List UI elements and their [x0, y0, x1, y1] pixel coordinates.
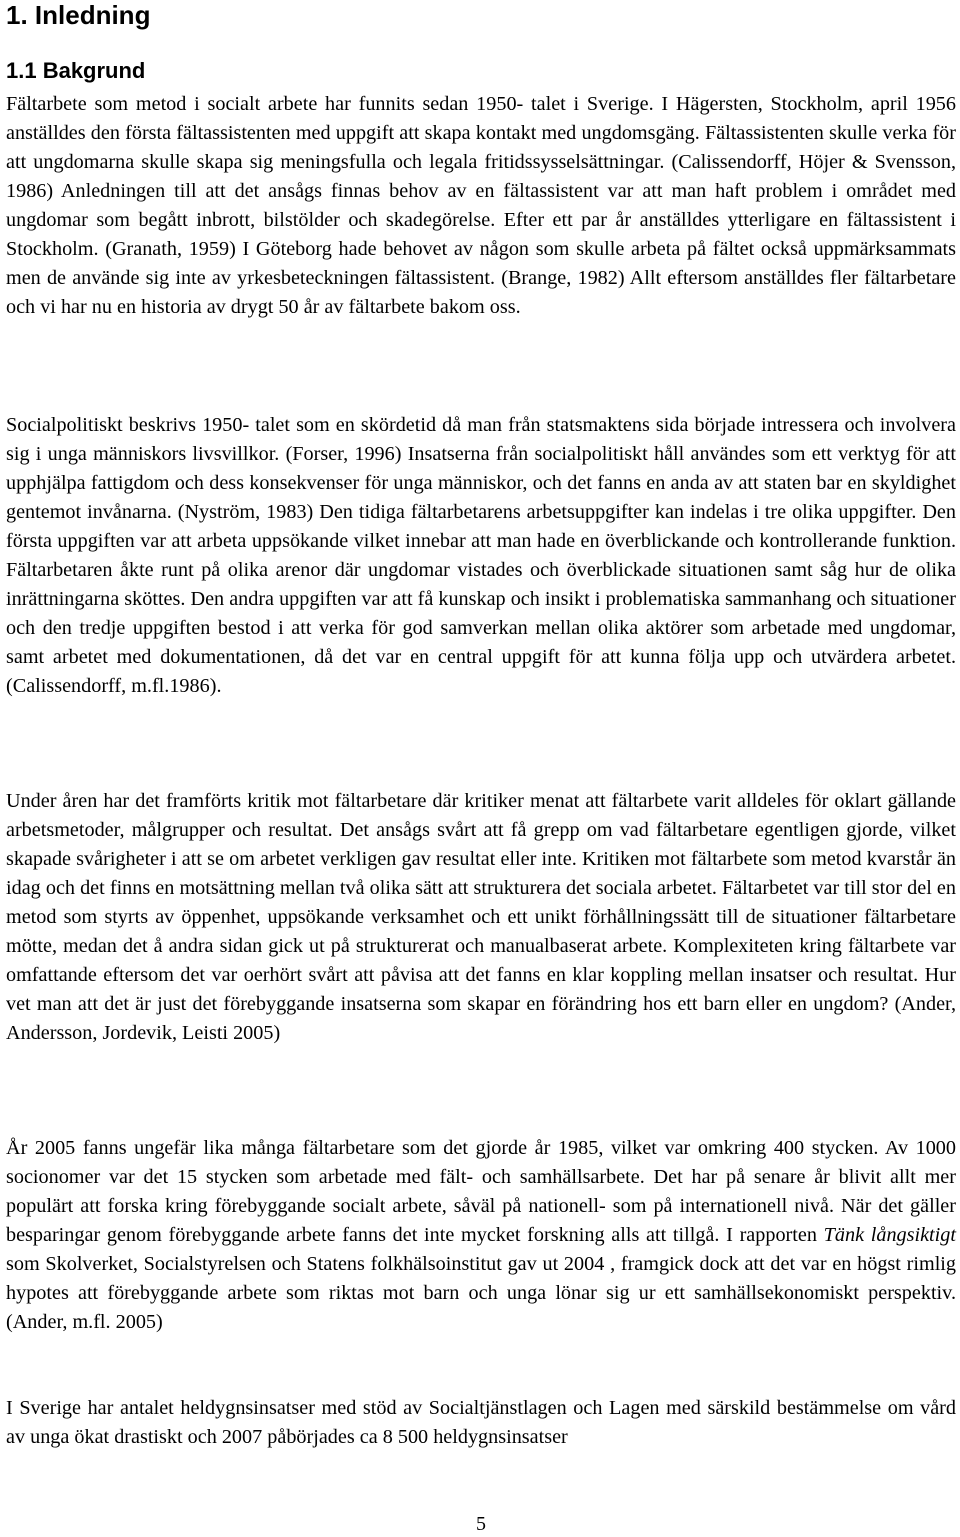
paragraph-research	[6, 1134, 956, 1337]
paragraph-criticism: Under åren har det framförts kritik mot fältarbetare där kritiker menat att fältarbete varit alldeles för oklart gällande arbetsmetoder, målgrupper och resultat. Det ansågs svårt att få grepp om vad fältarbetare egentligen gjorde, vilket skapade svårigheter i att se om arbetet verkligen gav resultat eller inte. Kritiken mot fältarbete som metod kvarstår än idag och det finns en motsättning mellan två olika sätt att strukturera det sociala arbetet. Fältarbetet var till stor del en metod som styrts av öppenhet, uppsökande verksamhet och ett unikt förhållningssätt till de situationer fältarbetare mötte, medan det å andra sidan gick ut på strukturerat och manualbaserat arbete. Komplexiteten kring fältarbete var omfattande eftersom det var oerhört svårt att påvisa att det fanns en klar koppling mellan insatser och resultat. Hur vet man att det är just det förebyggande insatserna som skapar en förändring hos ett barn eller en ungdom? (Ander, Andersson, Jordevik, Leisti 2005)	[6, 790, 956, 1044]
paragraph-history: Fältarbete som metod i socialt arbete har funnits sedan 1950- talet i Sverige. I Hägersten, Stockholm, april 1956 anställdes den första fältassistenten med uppgift att skapa kontakt med ungdomsgäng. Fältassistenten skulle verka för att ungdomarna skulle skapa sig meningsfulla och legala fritidssysselsättningar. (Calissendorff, Höjer & Svensson, 1986) Anledningen till att det ansågs finnas behov av en fältassistent var att man haft problem i området med ungdomar som begått inbrott, bilstölder och skadegörelse. Efter ett par år anställdes ytterligare en fältassistent i Stockholm. (Granath, 1959) I Göteborg hade behovet av någon som skulle arbeta på fältet också uppmärksammats men de använde sig inte av yrkesbeteckningen fältassistent. (Brange, 1982) Allt eftersom anställdes fler fältarbetare och vi har nu en historia av drygt 50 år av fältarbete bakom oss.	[6, 93, 956, 318]
paragraph-social-policy: Socialpolitiskt beskrivs 1950- talet som en skördetid då man från statsmaktens sida började intressera och involvera sig i unga människors livsvillkor. (Forser, 1996) Insatserna från socialpolitiskt håll användes som ett verktyg för att upphjälpa fattigdom och dess konsekvenser för unga människor, och det fanns en anda av att staten bar en skyldighet gentemot invånarna. (Nyström, 1983) Den tidiga fältarbetarens arbetsuppgifter kan indelas i tre olika uppgifter. Den första uppgiften var att arbeta uppsökande vilket innebar att man hade en överblickande och kontrollerande funktion. Fältarbetaren åkte runt på olika arenor där ungdomar vistades och överblickade situationen samt såg hur de olika inrättningarna sköttes. Den andra uppgiften var att få kunskap och insikt i problematiska sammanhang och situationer och den tredje uppgiften bestod i att verka för god samverkan mellan olika aktörer som arbetade med ungdomar, samt arbetet med dokumentationen, då det var en central uppgift för att kunna följa upp och utvärdera arbetet. (Calissendorff, m.fl.1986).	[6, 414, 956, 697]
page-number: 5	[476, 1513, 486, 1535]
paragraph-research-text-start: År 2005 fanns ungefär lika många fältarbetare som det gjorde år 1985, vilket var omkring 400 stycken. Av 1000 socionomer var det 15 stycken som arbetade med fält- och samhällsarbete. Det har på senare år blivit allt mer populärt att forska kring förebyggande socialt arbete, såväl på nationell- som på internationell nivå. När det gäller besparingar genom förebyggande arbete fanns det inte mycket forskning alls att tillgå. I rapporten	[6, 1137, 956, 1246]
paragraph-placements: I Sverige har antalet heldygnsinsatser med stöd av Socialtjänstlagen och Lagen med särskild bestämmelse om vård av unga ökat drastiskt och 2007 påbörjades ca 8 500 heldygnsinsatser	[6, 1397, 956, 1448]
report-title: Tänk långsiktigt	[823, 1224, 956, 1246]
chapter-heading: 1. Inledning	[6, 0, 151, 30]
paragraph-research-text-end: som Skolverket, Socialstyrelsen och Statens folkhälsoinstitut gav ut 2004 , framgick dock att det var en högst rimlig hypotes att förebyggande arbete som riktas mot barn och unga lönar sig ur ett samhällsekonomiskt perspektiv. (Ander, m.fl. 2005)	[6, 1253, 956, 1333]
section-heading: 1.1 Bakgrund	[6, 58, 146, 83]
